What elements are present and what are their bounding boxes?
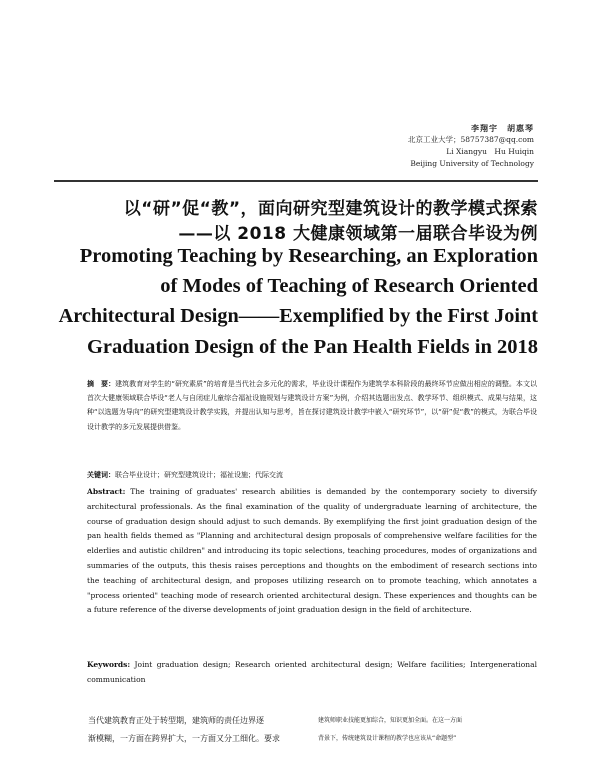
- body-column-left: [88, 712, 298, 748]
- title-en-line1: Promoting Teaching by Researching, an Exploration: [79, 245, 538, 267]
- abstract-en-text: The training of graduates' research abilities is demanded by the contemporary society to diversify architectural professionals. As the final examination of the quality of undergraduate learning of architecture, the course of graduation design should adjust to such demands. By exemplifying the first joint graduation design of the pan health fields themed as "Planning and architectural design proposals of comprehensive welfare facilities for the elderlies and autistic children" and introducing its topic selections, teaching procedures, modes of organizations and summaries of the outputs, this thesis raises perceptions and thoughts on the embodiment of research sections into the teaching of architectural design, and proposes utilizing research on to promote teaching, which annotates a "process oriented" teaching mode of research oriented architectural design. These experiences and thoughts can be a future reference of the diverse developments of joint graduation design in the field of architecture.: [87, 487, 537, 615]
- author-names-cn: 李翔宇 胡惠琴: [471, 123, 534, 133]
- header-rule: [54, 180, 538, 182]
- keywords-en-label: Keywords:: [87, 660, 131, 669]
- abstract-cn-text: 建筑教育对学生的“研究素质”的培育是当代社会多元化的需求，毕业设计课程作为建筑学本科阶段的最终环节应做出相应的调整。本文以首次大健康领域联合毕设“老人与自闭症儿童综合福祉设施规划与建筑设计方案”为例，介绍其选题出发点、教学环节、组织模式、成果与结果，这种“以选题为导向”的研究型建筑设计教学实践，并提出认知与思考，旨在探讨建筑设计教学中嵌入“研究环节”，以“研”促“教”的模式，为联合毕设设计教学的多元发展提供借鉴。: [87, 380, 537, 431]
- body-left-line2: 渐模糊，一方面在跨界扩大，一方面又分工细化。要求: [88, 734, 280, 743]
- abstract-en-label: Abstract:: [87, 487, 126, 496]
- abstract-en: [87, 485, 537, 618]
- title-cn-line1: 以“研”促“教”，面向研究型建筑设计的教学模式探索: [123, 199, 538, 219]
- keywords-en-text: Joint graduation design; Research oriented architectural design; Welfare facilities; Intergenerational communication: [87, 660, 537, 684]
- body-right-line2: 背景下，传统建筑设计课程的教学也应该从“命题型”: [318, 735, 457, 742]
- title-en-line3: Architectural Design——Exemplified by the First Joint: [58, 305, 538, 327]
- body-column-right: [318, 712, 538, 748]
- body-right-line1: 建筑师职业技能更加综合，知识更加全面。在这一方面: [318, 717, 463, 724]
- author-affiliation-cn: 北京工业大学；58757387@qq.com: [408, 135, 534, 144]
- author-affiliation-en: Beijing University of Technology: [410, 159, 534, 168]
- author-block: [408, 122, 534, 170]
- title-cn-line2: ——以 2018 大健康领域第一届联合毕设为例: [178, 224, 538, 244]
- body-left-line1: 当代建筑教育正处于转型期，建筑师的责任边界逐: [88, 716, 264, 725]
- keywords-cn-text: 联合毕业设计；研究型建筑设计；福祉设施；代际交流: [115, 471, 283, 479]
- keywords-cn-label: 关键词：: [87, 471, 115, 479]
- keywords-en: [87, 658, 537, 688]
- abstract-cn: [87, 377, 537, 434]
- title-en-line4: Graduation Design of the Pan Health Fields in 2018: [86, 336, 538, 358]
- abstract-cn-label: 摘 要：: [87, 380, 116, 388]
- author-names-en: Li Xiangyu Hu Huiqin: [446, 147, 534, 156]
- keywords-cn: [87, 468, 537, 483]
- title-en-line2: of Modes of Teaching of Research Oriented: [160, 275, 538, 297]
